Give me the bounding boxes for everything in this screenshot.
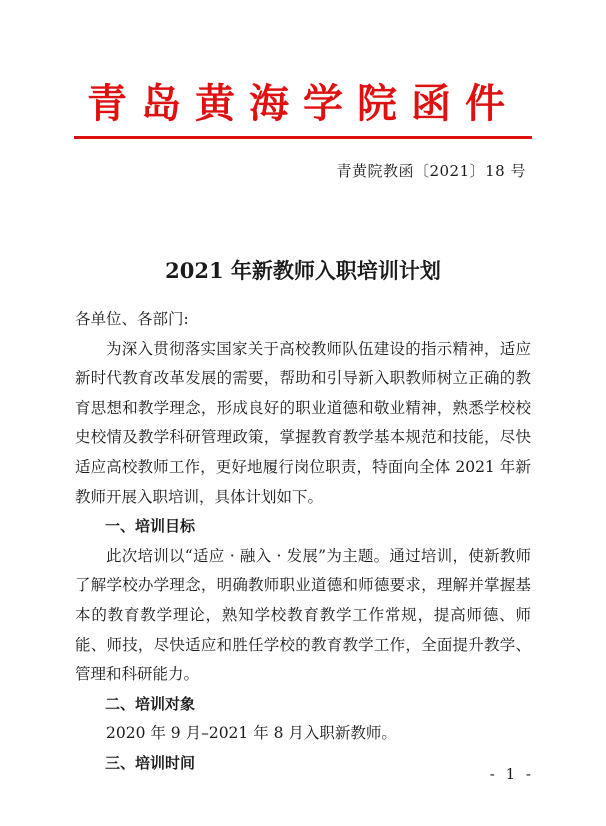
letterhead-title: 青岛黄海学院函件: [87, 80, 519, 127]
section-body-goals: 此次培训以“适应 · 融入 · 发展”为主题。通过培训，使新教师了解学校办学理念，明确教师职业道德和师德要求，理解并掌握基本的教育教学理论，熟知学校教育教学工作常规，提高师德、师能、师技，尽快适应和胜任学校的教育教学工作，全面提升教学、管理和科研能力。: [75, 546, 531, 684]
section-heading-schedule: 三、培训时间: [105, 753, 196, 772]
document-number: 青黄院教函〔2021〕18 号: [336, 162, 526, 180]
section-heading-goals: 一、培训目标: [105, 517, 196, 536]
intro-paragraph: 为深入贯彻落实国家关于高校教师队伍建设的指示精神，适应新时代教育改革发展的需要，帮助和引导新入职教师树立正确的教育思想和教学理念，形成良好的职业道德和敬业精神，熟悉学校校史校情及教学科研管理政策，掌握教育教学基本规范和技能，尽快适应高校教师工作，更好地履行岗位职责，特面向全体 2021 年新教师开展入职培训，具体计划如下。: [75, 339, 531, 506]
section-heading-audience: 二、培训对象: [105, 694, 196, 713]
letterhead-divider: [74, 136, 532, 139]
page-number: - 1 -: [489, 765, 534, 783]
section-body-audience: 2020 年 9 月–2021 年 8 月入职新教师。: [106, 724, 397, 743]
document-body: [75, 305, 531, 779]
document-title: 2021 年新教师入职培训计划: [165, 258, 441, 283]
salutation: 各单位、各部门:: [75, 310, 189, 328]
